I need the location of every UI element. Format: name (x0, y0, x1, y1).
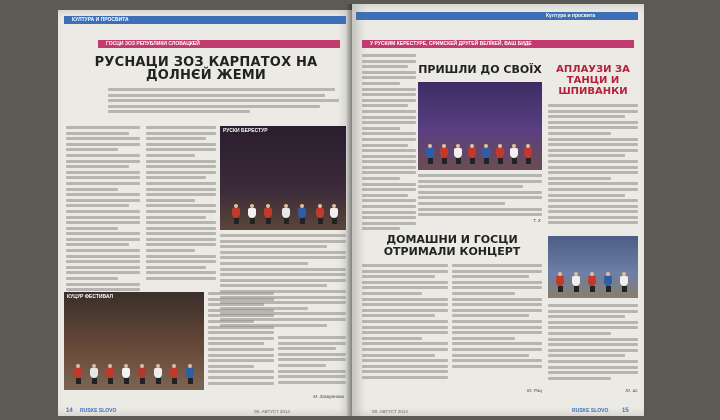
text-column-1 (66, 126, 140, 296)
page-number: 14 (66, 408, 73, 414)
footer-title: RUSKE SLOVO (572, 408, 609, 414)
footer-date: 08. АВГУСТ 2014 (372, 409, 408, 414)
author-signature: М. Загорянова (313, 394, 344, 399)
text-column-5 (278, 336, 346, 396)
sidebar-text (548, 104, 638, 234)
photo-concert-stage (418, 82, 542, 170)
author-signature-2: Ю. Рац (526, 388, 542, 393)
headline-2: ДОМАШНИ И ГОСЦИ ОТРИМАЛИ КОНЦЕРТ (383, 233, 521, 258)
photo-festival (64, 292, 204, 390)
right-page (352, 4, 644, 416)
photo-caption: РУСКИ БЕРЕСТУР (223, 128, 268, 134)
text-column-4 (208, 292, 274, 392)
photo2-caption: КУЦУР ФЕСТИВАЛ (67, 294, 114, 300)
text-column-r3 (362, 264, 448, 384)
photo-dancers-stage (220, 126, 346, 230)
text-column-r2 (418, 174, 542, 224)
footer-date: 08. АВГУСТ 2014 (254, 409, 290, 414)
section-tag: Култура и просвита (542, 12, 599, 20)
event-bar: У РУСКИМ КЕРЕСТУРЕ, СРИМСКЕЙ ДРУГЕЙ ВЕЛЇКЕЙ, ВАШ БИДЕ (362, 40, 634, 48)
text-column-2 (146, 126, 216, 286)
sidebar-headline: АПЛАУЗИ ЗА ТАНЦИ И ШПИВАНКИ (556, 64, 630, 97)
page-number: 15 (622, 408, 629, 414)
left-page (58, 10, 352, 416)
lead-paragraph (108, 88, 344, 116)
headline-1: ПРИШЛИ ДО СВОЇХ (418, 63, 542, 76)
photo-audience (548, 236, 638, 298)
text-column-r1 (362, 54, 416, 234)
author-signature-1: Т. Х. (532, 218, 542, 223)
section-tag: КУЛТУРА И ПРОСВИТА (68, 16, 133, 24)
subsection-bar: ГОСЦИ ЗОЗ РЕПУБЛИКИ СЛОВАЦКЕЙ (98, 40, 340, 48)
text-column-r5 (548, 304, 638, 388)
footer-title: RUSKE SLOVO (80, 408, 117, 414)
author-signature-3: Ю. Ш. (625, 388, 638, 393)
text-column-r4 (452, 264, 542, 376)
headline: РУСНАЦИ ЗОЗ КАРПАТОХ НА ДОЛНЄЙ ЖЕМИ (94, 55, 318, 83)
